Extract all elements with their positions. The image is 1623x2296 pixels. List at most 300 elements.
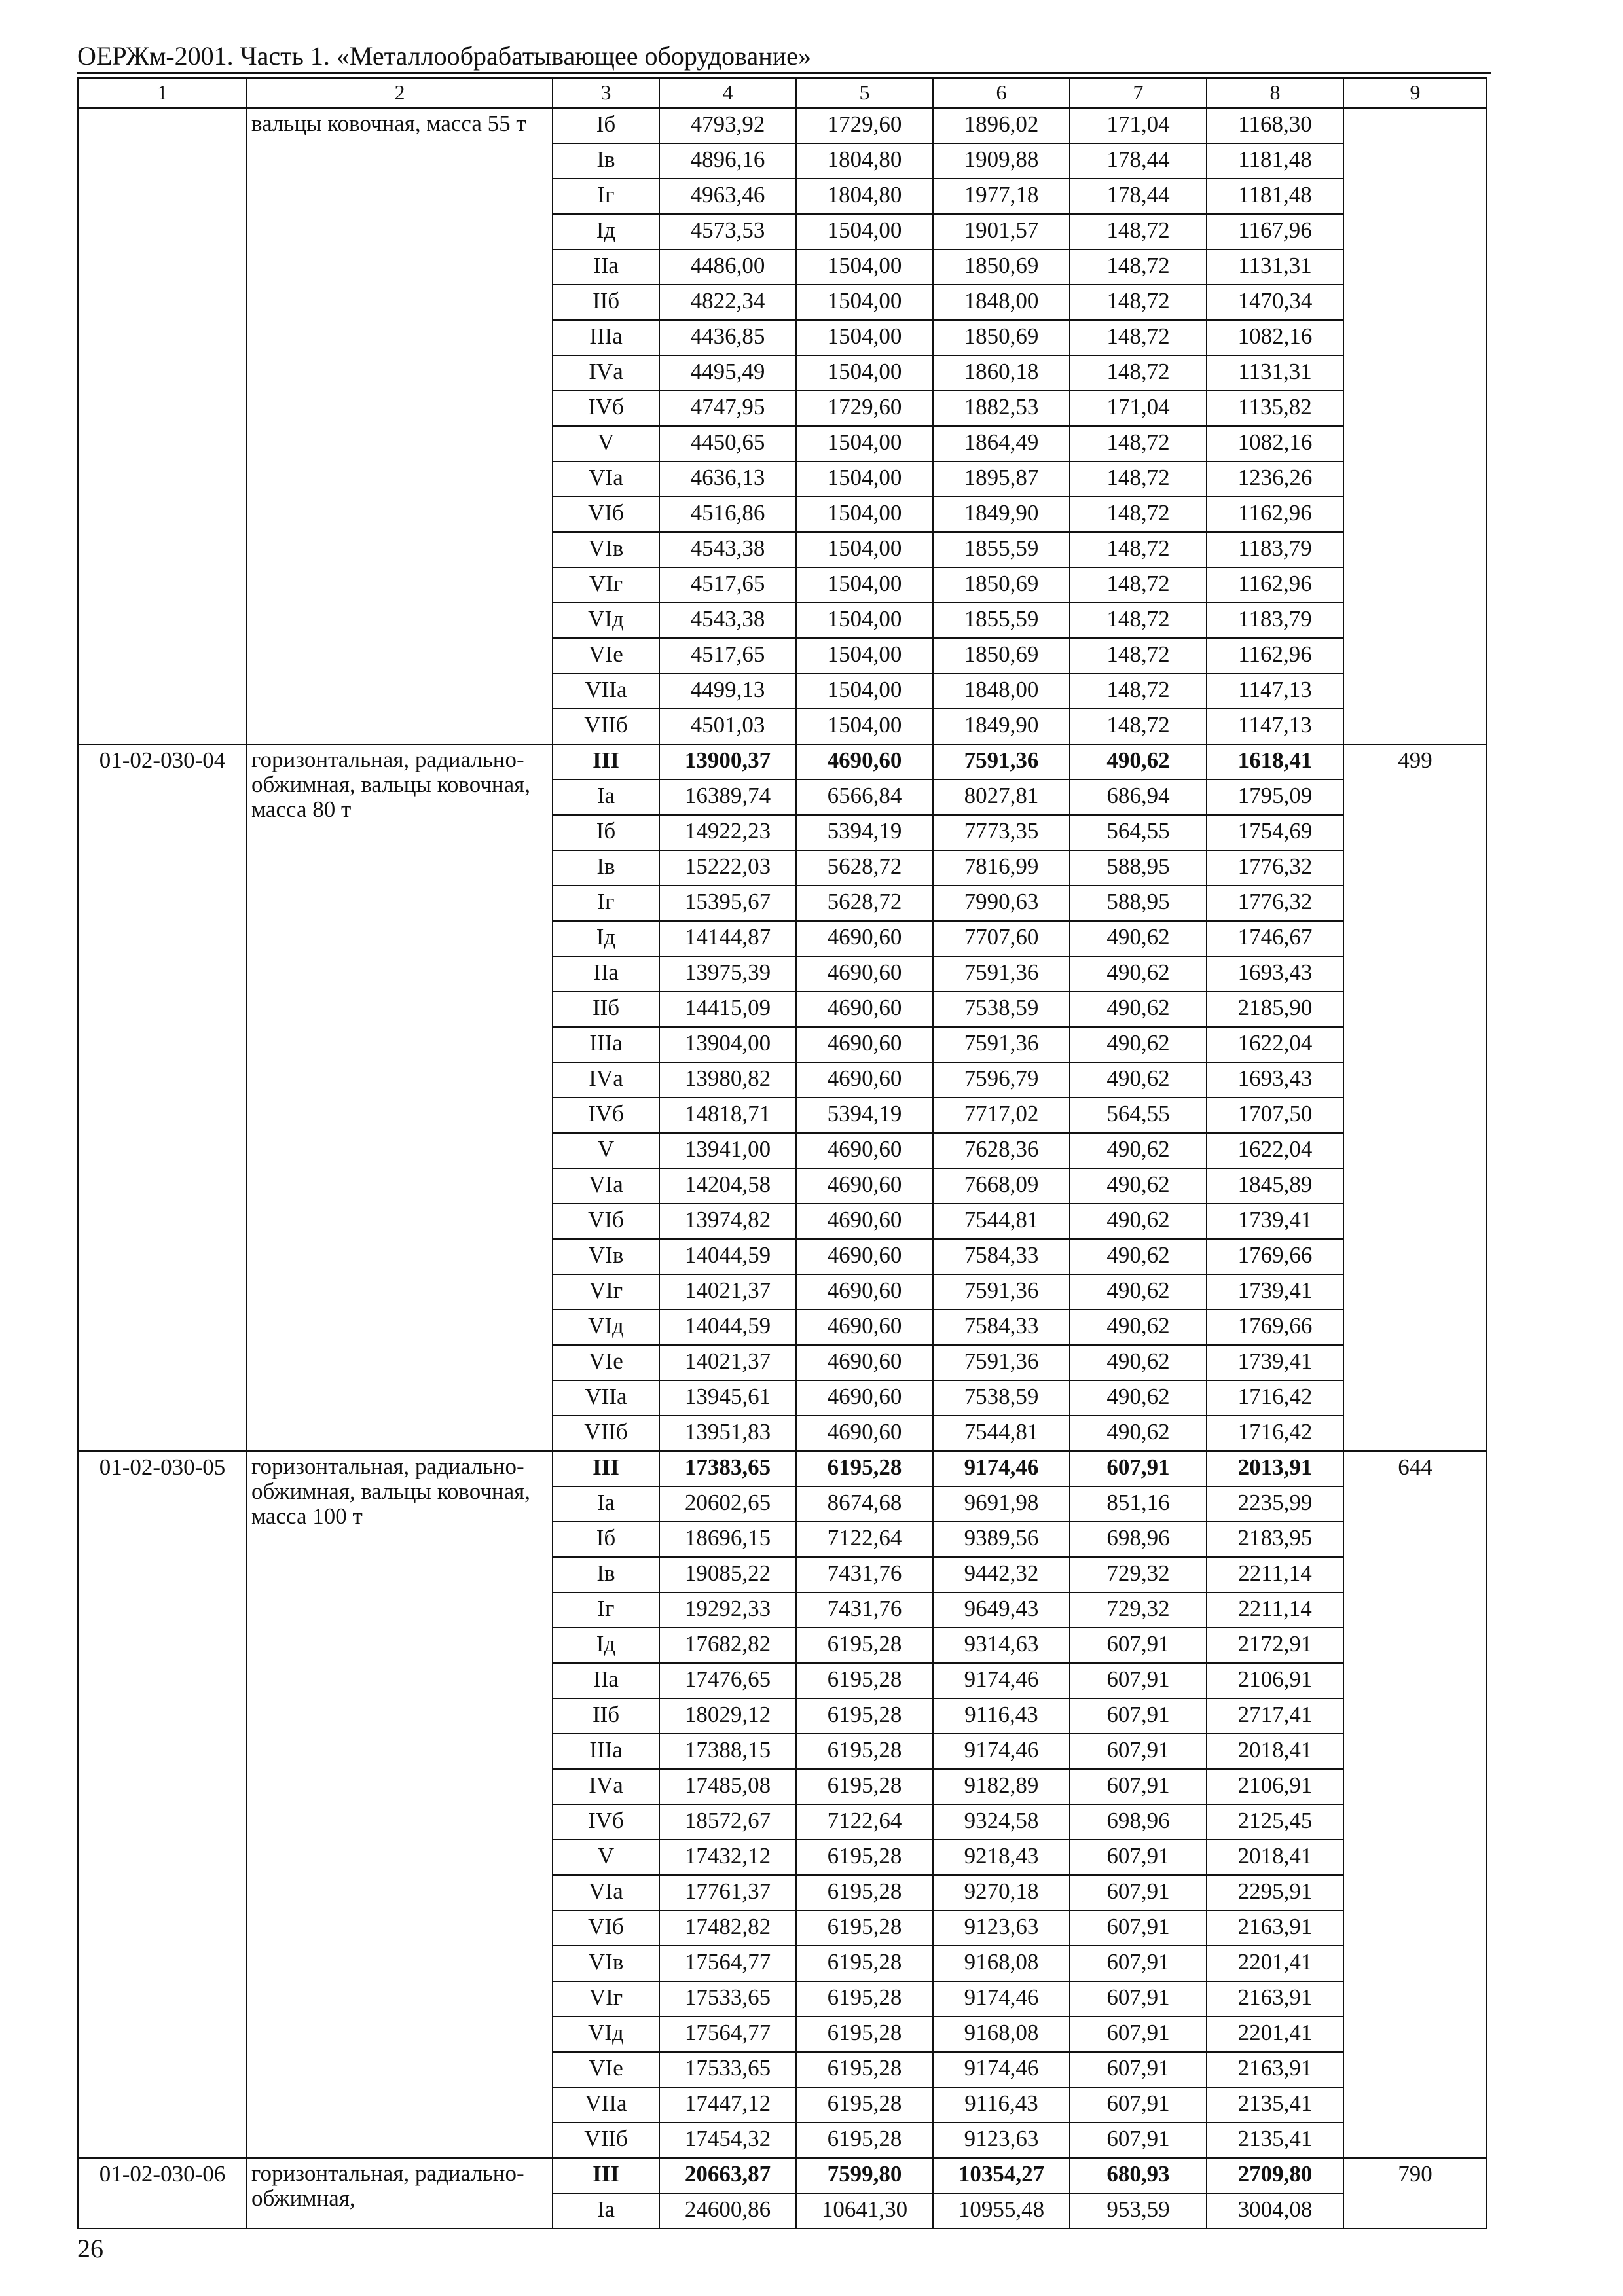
value-cell: 1181,48 xyxy=(1207,179,1343,214)
value-cell: 1901,57 xyxy=(933,214,1070,249)
value-cell: 490,62 xyxy=(1070,1062,1207,1098)
value-cell: 490,62 xyxy=(1070,992,1207,1027)
zone-cell: Iб xyxy=(553,108,659,143)
value-cell: 148,72 xyxy=(1070,214,1207,249)
value-cell: 6195,28 xyxy=(796,1840,933,1875)
value-cell: 6566,84 xyxy=(796,780,933,815)
zone-cell: VIд xyxy=(553,2017,659,2052)
value-cell: 17482,82 xyxy=(659,1910,796,1946)
value-cell: 6195,28 xyxy=(796,2052,933,2087)
zone-cell: V xyxy=(553,1133,659,1168)
column-header: 1 xyxy=(78,78,247,108)
zone-cell: V xyxy=(553,426,659,461)
value-cell: 24600,86 xyxy=(659,2193,796,2229)
table-row xyxy=(78,744,1487,780)
value-cell: 4690,60 xyxy=(796,744,933,780)
value-cell: 14922,23 xyxy=(659,815,796,850)
value-cell: 2211,14 xyxy=(1207,1592,1343,1628)
zone-cell: VIг xyxy=(553,1274,659,1310)
value-cell: 1739,41 xyxy=(1207,1204,1343,1239)
value-cell: 7538,59 xyxy=(933,1380,1070,1416)
zone-cell: Iг xyxy=(553,179,659,214)
value-cell: 20602,65 xyxy=(659,1486,796,1522)
value-cell: 1850,69 xyxy=(933,567,1070,603)
table-row xyxy=(78,2158,1487,2193)
value-cell: 5394,19 xyxy=(796,1098,933,1133)
value-cell: 4690,60 xyxy=(796,1310,933,1345)
value-cell: 9174,46 xyxy=(933,2052,1070,2087)
value-cell: 13980,82 xyxy=(659,1062,796,1098)
value-cell: 10354,27 xyxy=(933,2158,1070,2193)
value-cell: 4896,16 xyxy=(659,143,796,179)
zone-cell: VIIа xyxy=(553,1380,659,1416)
zone-cell: Iв xyxy=(553,143,659,179)
zone-cell: III xyxy=(553,1451,659,1486)
value-cell: 4747,95 xyxy=(659,391,796,426)
zone-cell: IIа xyxy=(553,1663,659,1698)
zone-cell: IVа xyxy=(553,1769,659,1804)
value-cell: 607,91 xyxy=(1070,1698,1207,1734)
value-cell: 1236,26 xyxy=(1207,461,1343,497)
value-cell: 607,91 xyxy=(1070,1769,1207,1804)
value-cell: 490,62 xyxy=(1070,1239,1207,1274)
value-cell: 2295,91 xyxy=(1207,1875,1343,1910)
value-cell: 1183,79 xyxy=(1207,532,1343,567)
value-cell: 490,62 xyxy=(1070,1133,1207,1168)
value-cell: 4690,60 xyxy=(796,921,933,956)
value-cell: 17564,77 xyxy=(659,2017,796,2052)
value-cell: 9123,63 xyxy=(933,1910,1070,1946)
value-cell: 148,72 xyxy=(1070,320,1207,355)
value-cell: 1181,48 xyxy=(1207,143,1343,179)
value-cell: 7816,99 xyxy=(933,850,1070,886)
zone-cell: VIб xyxy=(553,1204,659,1239)
value-cell: 14818,71 xyxy=(659,1098,796,1133)
value-cell: 4690,60 xyxy=(796,1416,933,1451)
value-cell: 15395,67 xyxy=(659,886,796,921)
value-cell: 17533,65 xyxy=(659,2052,796,2087)
zone-cell: Iа xyxy=(553,2193,659,2229)
col9-cell: 499 xyxy=(1343,744,1487,1451)
value-cell: 4486,00 xyxy=(659,249,796,285)
value-cell: 2235,99 xyxy=(1207,1486,1343,1522)
value-cell: 9442,32 xyxy=(933,1557,1070,1592)
zone-cell: VIа xyxy=(553,1875,659,1910)
value-cell: 607,91 xyxy=(1070,2017,1207,2052)
zone-cell: V xyxy=(553,1840,659,1875)
value-cell: 1729,60 xyxy=(796,108,933,143)
value-cell: 1769,66 xyxy=(1207,1239,1343,1274)
col9-cell: 790 xyxy=(1343,2158,1487,2229)
value-cell: 4690,60 xyxy=(796,1239,933,1274)
value-cell: 4690,60 xyxy=(796,1133,933,1168)
value-cell: 148,72 xyxy=(1070,567,1207,603)
zone-cell: Iд xyxy=(553,214,659,249)
zone-cell: Iв xyxy=(553,1557,659,1592)
value-cell: 13975,39 xyxy=(659,956,796,992)
value-cell: 13900,37 xyxy=(659,744,796,780)
value-cell: 698,96 xyxy=(1070,1804,1207,1840)
value-cell: 7122,64 xyxy=(796,1522,933,1557)
value-cell: 17485,08 xyxy=(659,1769,796,1804)
value-cell: 17388,15 xyxy=(659,1734,796,1769)
zone-cell: VIIб xyxy=(553,2123,659,2158)
value-cell: 13941,00 xyxy=(659,1133,796,1168)
value-cell: 6195,28 xyxy=(796,2087,933,2123)
value-cell: 1082,16 xyxy=(1207,320,1343,355)
value-cell: 6195,28 xyxy=(796,1628,933,1663)
zone-cell: IIIа xyxy=(553,1734,659,1769)
zone-cell: Iг xyxy=(553,886,659,921)
zone-cell: Iа xyxy=(553,780,659,815)
value-cell: 729,32 xyxy=(1070,1557,1207,1592)
value-cell: 607,91 xyxy=(1070,2123,1207,2158)
value-cell: 4499,13 xyxy=(659,673,796,709)
value-cell: 1848,00 xyxy=(933,285,1070,320)
value-cell: 1848,00 xyxy=(933,673,1070,709)
value-cell: 1909,88 xyxy=(933,143,1070,179)
value-cell: 9116,43 xyxy=(933,2087,1070,2123)
value-cell: 490,62 xyxy=(1070,1345,1207,1380)
value-cell: 680,93 xyxy=(1070,2158,1207,2193)
value-cell: 14204,58 xyxy=(659,1168,796,1204)
value-cell: 2172,91 xyxy=(1207,1628,1343,1663)
value-cell: 148,72 xyxy=(1070,285,1207,320)
value-cell: 4690,60 xyxy=(796,956,933,992)
value-cell: 1504,00 xyxy=(796,497,933,532)
value-cell: 2183,95 xyxy=(1207,1522,1343,1557)
value-cell: 7668,09 xyxy=(933,1168,1070,1204)
zone-cell: VIг xyxy=(553,1981,659,2017)
value-cell: 17454,32 xyxy=(659,2123,796,2158)
value-cell: 9691,98 xyxy=(933,1486,1070,1522)
value-cell: 171,04 xyxy=(1070,391,1207,426)
value-cell: 1504,00 xyxy=(796,214,933,249)
value-cell: 607,91 xyxy=(1070,1946,1207,1981)
value-cell: 7591,36 xyxy=(933,1345,1070,1380)
value-cell: 4690,60 xyxy=(796,992,933,1027)
value-cell: 4450,65 xyxy=(659,426,796,461)
value-cell: 6195,28 xyxy=(796,1946,933,1981)
value-cell: 17564,77 xyxy=(659,1946,796,1981)
value-cell: 19292,33 xyxy=(659,1592,796,1628)
value-cell: 1850,69 xyxy=(933,320,1070,355)
value-cell: 4690,60 xyxy=(796,1345,933,1380)
column-header: 5 xyxy=(796,78,933,108)
value-cell: 1746,67 xyxy=(1207,921,1343,956)
value-cell: 1504,00 xyxy=(796,638,933,673)
value-cell: 1849,90 xyxy=(933,709,1070,744)
value-cell: 7591,36 xyxy=(933,1027,1070,1062)
value-cell: 588,95 xyxy=(1070,886,1207,921)
value-cell: 607,91 xyxy=(1070,1663,1207,1698)
value-cell: 148,72 xyxy=(1070,709,1207,744)
value-cell: 6195,28 xyxy=(796,1981,933,2017)
col9-cell: 644 xyxy=(1343,1451,1487,2158)
value-cell: 14144,87 xyxy=(659,921,796,956)
value-cell: 490,62 xyxy=(1070,1274,1207,1310)
value-cell: 13951,83 xyxy=(659,1416,796,1451)
code-cell: 01-02-030-05 xyxy=(78,1451,247,2158)
value-cell: 1504,00 xyxy=(796,461,933,497)
value-cell: 2106,91 xyxy=(1207,1769,1343,1804)
zone-cell: IVб xyxy=(553,1804,659,1840)
value-cell: 10641,30 xyxy=(796,2193,933,2229)
zone-cell: VIб xyxy=(553,497,659,532)
value-cell: 17447,12 xyxy=(659,2087,796,2123)
value-cell: 607,91 xyxy=(1070,2087,1207,2123)
value-cell: 9174,46 xyxy=(933,1451,1070,1486)
value-cell: 2717,41 xyxy=(1207,1698,1343,1734)
value-cell: 7628,36 xyxy=(933,1133,1070,1168)
value-cell: 1504,00 xyxy=(796,426,933,461)
value-cell: 1131,31 xyxy=(1207,355,1343,391)
value-cell: 6195,28 xyxy=(796,1451,933,1486)
value-cell: 2163,91 xyxy=(1207,1910,1343,1946)
value-cell: 9168,08 xyxy=(933,2017,1070,2052)
zone-cell: IVа xyxy=(553,355,659,391)
value-cell: 490,62 xyxy=(1070,1027,1207,1062)
value-cell: 2125,45 xyxy=(1207,1804,1343,1840)
value-cell: 1769,66 xyxy=(1207,1310,1343,1345)
value-cell: 2018,41 xyxy=(1207,1734,1343,1769)
value-cell: 1776,32 xyxy=(1207,850,1343,886)
value-cell: 1845,89 xyxy=(1207,1168,1343,1204)
description-cell: вальцы ковочная, масса 55 т xyxy=(247,108,553,744)
value-cell: 490,62 xyxy=(1070,1416,1207,1451)
zone-cell: VIе xyxy=(553,638,659,673)
zone-cell: VIIб xyxy=(553,1416,659,1451)
value-cell: 9649,43 xyxy=(933,1592,1070,1628)
value-cell: 148,72 xyxy=(1070,532,1207,567)
value-cell: 1504,00 xyxy=(796,532,933,567)
value-cell: 171,04 xyxy=(1070,108,1207,143)
value-cell: 4543,38 xyxy=(659,603,796,638)
value-cell: 490,62 xyxy=(1070,1204,1207,1239)
description-cell: горизонтальная, радиально-обжимная, вальцы ковочная, масса 100 т xyxy=(247,1451,553,2158)
zone-cell: VIг xyxy=(553,567,659,603)
value-cell: 7591,36 xyxy=(933,1274,1070,1310)
value-cell: 17432,12 xyxy=(659,1840,796,1875)
value-cell: 6195,28 xyxy=(796,1910,933,1946)
value-cell: 1504,00 xyxy=(796,709,933,744)
value-cell: 9324,58 xyxy=(933,1804,1070,1840)
value-cell: 2013,91 xyxy=(1207,1451,1343,1486)
page-header: ОЕРЖм-2001. Часть 1. «Металлообрабатывающее оборудование» xyxy=(77,41,1491,74)
value-cell: 2135,41 xyxy=(1207,2087,1343,2123)
value-cell: 7584,33 xyxy=(933,1239,1070,1274)
value-cell: 7544,81 xyxy=(933,1204,1070,1239)
value-cell: 1504,00 xyxy=(796,603,933,638)
value-cell: 9168,08 xyxy=(933,1946,1070,1981)
value-cell: 15222,03 xyxy=(659,850,796,886)
value-cell: 1504,00 xyxy=(796,249,933,285)
value-cell: 1850,69 xyxy=(933,638,1070,673)
value-cell: 490,62 xyxy=(1070,1380,1207,1416)
value-cell: 4690,60 xyxy=(796,1204,933,1239)
value-cell: 7591,36 xyxy=(933,744,1070,780)
value-cell: 1977,18 xyxy=(933,179,1070,214)
value-cell: 1693,43 xyxy=(1207,1062,1343,1098)
value-cell: 2185,90 xyxy=(1207,992,1343,1027)
value-cell: 7707,60 xyxy=(933,921,1070,956)
value-cell: 1504,00 xyxy=(796,673,933,709)
value-cell: 6195,28 xyxy=(796,1734,933,1769)
zone-cell: VIв xyxy=(553,1946,659,1981)
zone-cell: IIб xyxy=(553,285,659,320)
value-cell: 6195,28 xyxy=(796,1875,933,1910)
value-cell: 1895,87 xyxy=(933,461,1070,497)
value-cell: 698,96 xyxy=(1070,1522,1207,1557)
value-cell: 1849,90 xyxy=(933,497,1070,532)
value-cell: 13904,00 xyxy=(659,1027,796,1062)
value-cell: 9174,46 xyxy=(933,1663,1070,1698)
value-cell: 2201,41 xyxy=(1207,2017,1343,2052)
code-cell: 01-02-030-04 xyxy=(78,744,247,1451)
value-cell: 4636,13 xyxy=(659,461,796,497)
value-cell: 178,44 xyxy=(1070,143,1207,179)
value-cell: 1504,00 xyxy=(796,285,933,320)
value-cell: 20663,87 xyxy=(659,2158,796,2193)
value-cell: 1618,41 xyxy=(1207,744,1343,780)
column-header: 6 xyxy=(933,78,1070,108)
value-cell: 1754,69 xyxy=(1207,815,1343,850)
value-cell: 2201,41 xyxy=(1207,1946,1343,1981)
value-cell: 1147,13 xyxy=(1207,709,1343,744)
value-cell: 8674,68 xyxy=(796,1486,933,1522)
value-cell: 5394,19 xyxy=(796,815,933,850)
value-cell: 1882,53 xyxy=(933,391,1070,426)
zone-cell: III xyxy=(553,2158,659,2193)
value-cell: 1622,04 xyxy=(1207,1027,1343,1062)
value-cell: 9389,56 xyxy=(933,1522,1070,1557)
zone-cell: VIв xyxy=(553,1239,659,1274)
value-cell: 17761,37 xyxy=(659,1875,796,1910)
value-cell: 851,16 xyxy=(1070,1486,1207,1522)
value-cell: 17383,65 xyxy=(659,1451,796,1486)
zone-cell: VIе xyxy=(553,2052,659,2087)
value-cell: 178,44 xyxy=(1070,179,1207,214)
value-cell: 6195,28 xyxy=(796,1663,933,1698)
value-cell: 1776,32 xyxy=(1207,886,1343,921)
value-cell: 4516,86 xyxy=(659,497,796,532)
value-cell: 7599,80 xyxy=(796,2158,933,2193)
value-cell: 148,72 xyxy=(1070,355,1207,391)
page-number: 26 xyxy=(77,2234,103,2263)
col9-cell xyxy=(1343,108,1487,744)
value-cell: 7990,63 xyxy=(933,886,1070,921)
value-cell: 13974,82 xyxy=(659,1204,796,1239)
zone-cell: VIIб xyxy=(553,709,659,744)
value-cell: 16389,74 xyxy=(659,780,796,815)
value-cell: 5628,72 xyxy=(796,886,933,921)
value-cell: 7544,81 xyxy=(933,1416,1070,1451)
value-cell: 1896,02 xyxy=(933,108,1070,143)
column-header: 4 xyxy=(659,78,796,108)
value-cell: 1470,34 xyxy=(1207,285,1343,320)
value-cell: 1162,96 xyxy=(1207,638,1343,673)
value-cell: 7584,33 xyxy=(933,1310,1070,1345)
value-cell: 5628,72 xyxy=(796,850,933,886)
zone-cell: IVа xyxy=(553,1062,659,1098)
code-cell: 01-02-030-06 xyxy=(78,2158,247,2229)
zone-cell: Iд xyxy=(553,921,659,956)
value-cell: 13945,61 xyxy=(659,1380,796,1416)
value-cell: 1707,50 xyxy=(1207,1098,1343,1133)
zone-cell: Iб xyxy=(553,815,659,850)
value-cell: 4690,60 xyxy=(796,1027,933,1062)
value-cell: 1147,13 xyxy=(1207,673,1343,709)
value-cell: 9123,63 xyxy=(933,2123,1070,2158)
value-cell: 4690,60 xyxy=(796,1168,933,1204)
value-cell: 1504,00 xyxy=(796,320,933,355)
value-cell: 4963,46 xyxy=(659,179,796,214)
value-cell: 9116,43 xyxy=(933,1698,1070,1734)
column-header: 7 xyxy=(1070,78,1207,108)
column-header: 9 xyxy=(1343,78,1487,108)
value-cell: 7773,35 xyxy=(933,815,1070,850)
value-cell: 490,62 xyxy=(1070,1310,1207,1345)
value-cell: 953,59 xyxy=(1070,2193,1207,2229)
value-cell: 2163,91 xyxy=(1207,1981,1343,2017)
description-cell: горизонтальная, радиально-обжимная, вальцы ковочная, масса 80 т xyxy=(247,744,553,1451)
value-cell: 1739,41 xyxy=(1207,1345,1343,1380)
value-cell: 1855,59 xyxy=(933,603,1070,638)
value-cell: 7538,59 xyxy=(933,992,1070,1027)
value-cell: 6195,28 xyxy=(796,2123,933,2158)
value-cell: 1162,96 xyxy=(1207,497,1343,532)
value-cell: 1135,82 xyxy=(1207,391,1343,426)
zone-cell: IIа xyxy=(553,956,659,992)
zone-cell: Iб xyxy=(553,1522,659,1557)
value-cell: 2106,91 xyxy=(1207,1663,1343,1698)
price-table xyxy=(77,77,1487,2229)
zone-cell: IVб xyxy=(553,1098,659,1133)
value-cell: 4543,38 xyxy=(659,532,796,567)
value-cell: 9174,46 xyxy=(933,1981,1070,2017)
value-cell: 4501,03 xyxy=(659,709,796,744)
value-cell: 148,72 xyxy=(1070,603,1207,638)
zone-cell: IIб xyxy=(553,1698,659,1734)
value-cell: 8027,81 xyxy=(933,780,1070,815)
value-cell: 564,55 xyxy=(1070,815,1207,850)
value-cell: 18572,67 xyxy=(659,1804,796,1840)
zone-cell: IVб xyxy=(553,391,659,426)
zone-cell: Iв xyxy=(553,850,659,886)
zone-cell: VIд xyxy=(553,1310,659,1345)
value-cell: 4495,49 xyxy=(659,355,796,391)
value-cell: 18029,12 xyxy=(659,1698,796,1734)
value-cell: 490,62 xyxy=(1070,921,1207,956)
value-cell: 1729,60 xyxy=(796,391,933,426)
value-cell: 607,91 xyxy=(1070,1734,1207,1769)
zone-cell: VIе xyxy=(553,1345,659,1380)
value-cell: 1183,79 xyxy=(1207,603,1343,638)
value-cell: 4822,34 xyxy=(659,285,796,320)
value-cell: 490,62 xyxy=(1070,1168,1207,1204)
value-cell: 607,91 xyxy=(1070,1840,1207,1875)
value-cell: 4517,65 xyxy=(659,567,796,603)
value-cell: 6195,28 xyxy=(796,1698,933,1734)
zone-cell: VIв xyxy=(553,532,659,567)
value-cell: 4436,85 xyxy=(659,320,796,355)
description-cell: горизонтальная, радиально-обжимная, xyxy=(247,2158,553,2229)
value-cell: 9174,46 xyxy=(933,1734,1070,1769)
value-cell: 18696,15 xyxy=(659,1522,796,1557)
value-cell: 7596,79 xyxy=(933,1062,1070,1098)
value-cell: 148,72 xyxy=(1070,673,1207,709)
value-cell: 1168,30 xyxy=(1207,108,1343,143)
